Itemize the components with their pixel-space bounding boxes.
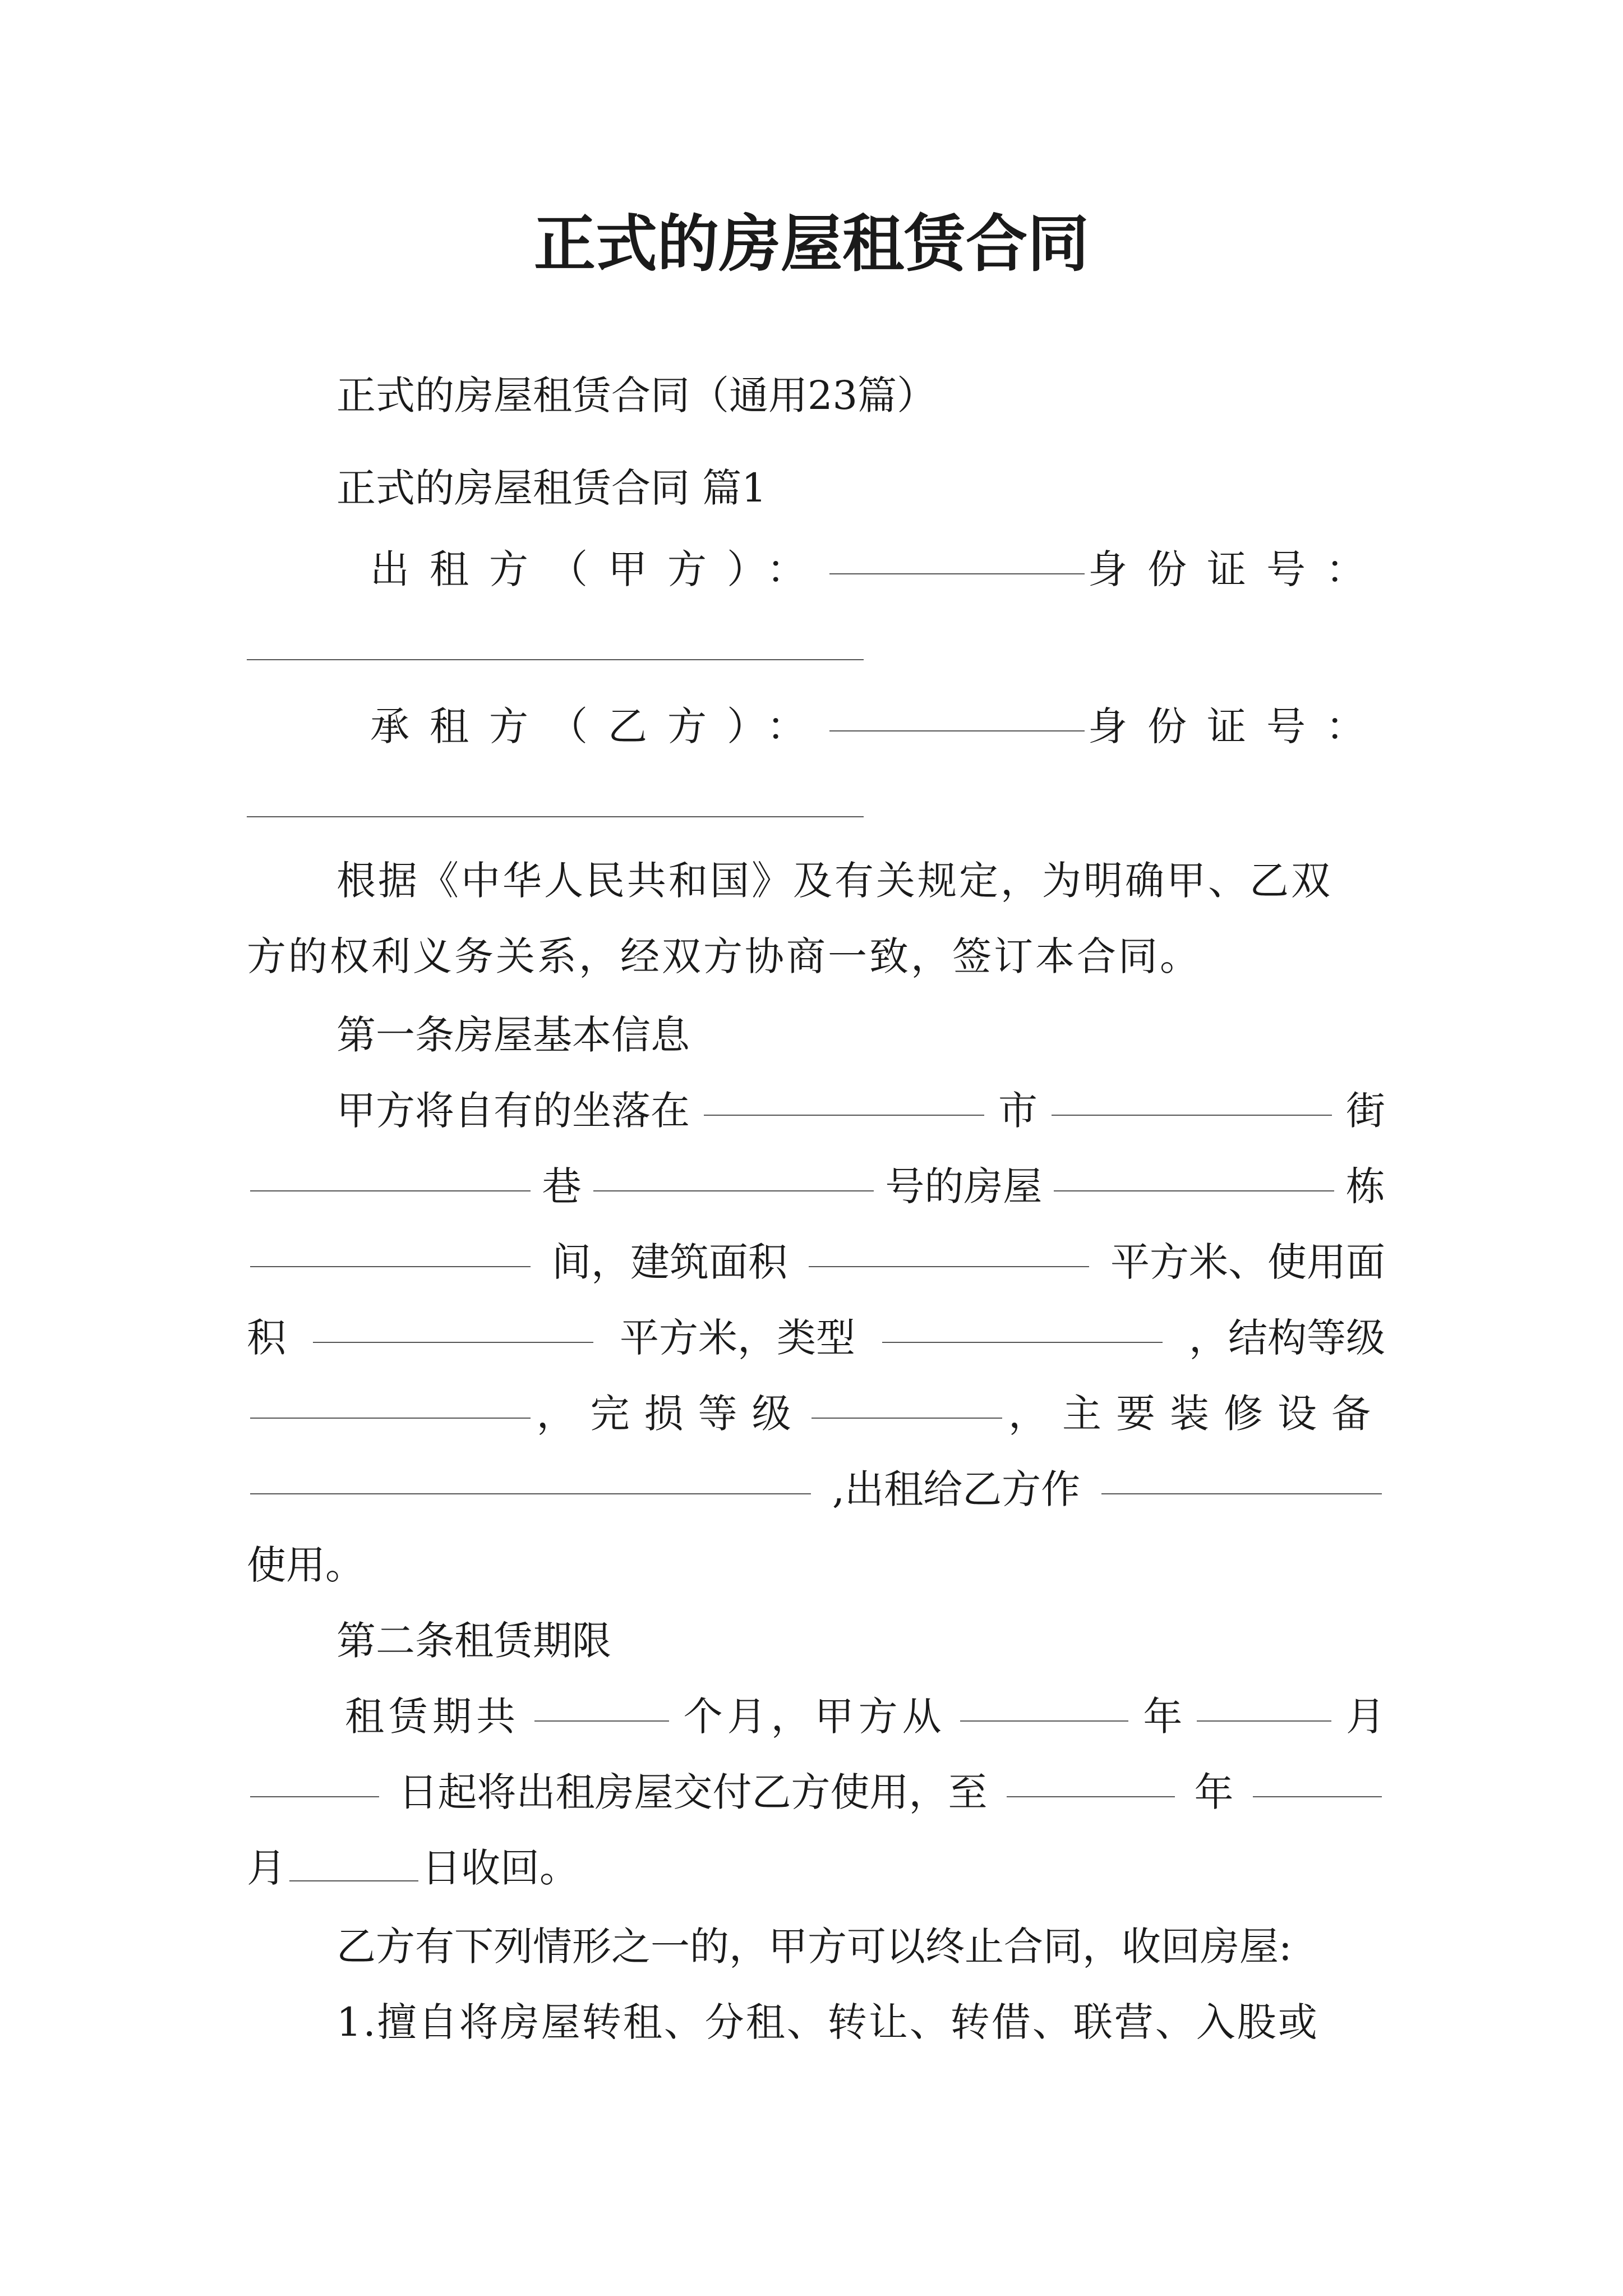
article-2-line-2 — [247, 1761, 1385, 1823]
city-blank — [704, 1080, 984, 1116]
start-day-text: 日起将出租房屋交付乙方使用，至 — [398, 1769, 988, 1815]
lessor-id-blank — [247, 659, 864, 660]
type-blank — [882, 1307, 1163, 1343]
part-heading: 正式的房屋租赁合同 篇1 — [336, 465, 767, 511]
lease-total-text: 租赁期共 — [345, 1694, 520, 1740]
start-month-text: 月 — [1345, 1694, 1385, 1740]
termination-intro: 乙方有下列情形之一的，甲方可以终止合同，收回房屋: — [336, 1924, 1292, 1970]
house-number-text: 号的房屋 — [885, 1163, 1043, 1209]
type-text: 平方米，类型 — [620, 1315, 855, 1361]
lessor-label: 出租方（甲方）： — [370, 546, 826, 592]
damage-grade-blank — [811, 1383, 1002, 1419]
article-2-line-1 — [345, 1686, 1385, 1747]
street-blank — [1052, 1080, 1332, 1116]
lessee-label: 承租方（乙方）： — [370, 703, 826, 749]
usable-area-text: 平方米、使用面 — [1110, 1239, 1385, 1285]
document-subtitle: 正式的房屋租赁合同（通用23篇） — [336, 372, 937, 418]
end-day-blank — [289, 1846, 418, 1881]
lessor-name-blank — [829, 539, 1085, 574]
damage-grade-text: ，完损等级 — [536, 1391, 806, 1437]
preamble-line-1: 根据《中华人民共和国》及有关规定，为明确甲、乙双 — [336, 858, 1332, 904]
start-year-blank — [960, 1686, 1128, 1722]
article-2-line-3 — [247, 1837, 1385, 1899]
street-text: 街 — [1346, 1088, 1385, 1134]
location-text: 甲方将自有的坐落在 — [336, 1088, 690, 1134]
start-month-blank — [1197, 1686, 1331, 1722]
rent-use-text: ,出租给乙方作 — [832, 1466, 1081, 1512]
building-text: 栋 — [1345, 1163, 1385, 1209]
end-month-text: 月 — [247, 1845, 286, 1891]
decoration-text: ，主要装修设备 — [1008, 1391, 1385, 1437]
structure-grade-text: ，结构等级 — [1189, 1315, 1385, 1361]
end-month-blank — [1253, 1761, 1382, 1797]
article-1-line-4 — [247, 1307, 1385, 1369]
lane-text: 巷 — [542, 1163, 582, 1209]
article-1-line-5 — [247, 1383, 1385, 1444]
preamble-line-2: 方的权利义务关系，经双方协商一致，签订本合同。 — [247, 933, 1201, 979]
article-1-line-2 — [247, 1156, 1385, 1217]
end-year-text: 年 — [1194, 1769, 1234, 1815]
decoration-blank — [250, 1458, 811, 1494]
article-1-line-3 — [247, 1231, 1385, 1293]
lessor-line — [370, 539, 1385, 600]
article-2-heading: 第二条租赁期限 — [336, 1618, 611, 1664]
article-1-line-6 — [247, 1458, 1385, 1520]
article-1-heading: 第一条房屋基本信息 — [336, 1012, 690, 1058]
building-blank — [1054, 1156, 1334, 1191]
lessor-id-label: 身份证号： — [1088, 546, 1385, 592]
article-1-line-7: 使用。 — [247, 1542, 365, 1588]
usable-area-blank — [313, 1307, 593, 1343]
house-number-blank — [593, 1156, 874, 1191]
end-day-text: 日收回。 — [422, 1845, 579, 1891]
room-blank — [250, 1231, 531, 1267]
document-title: 正式的房屋租赁合同 — [534, 208, 1089, 280]
lane-blank — [250, 1156, 531, 1191]
start-year-text: 年 — [1143, 1694, 1183, 1740]
termination-item-1: 1.擅自将房屋转租、分租、转让、转借、联营、入股或 — [336, 1999, 1319, 2045]
lessee-name-blank — [829, 696, 1085, 731]
city-text: 市 — [998, 1088, 1038, 1134]
floor-area-blank — [809, 1231, 1089, 1267]
lease-months-text: 个月，甲方从 — [683, 1694, 946, 1740]
article-1-line-1 — [336, 1080, 1385, 1142]
end-year-blank — [1007, 1761, 1175, 1797]
room-text: 间，建筑面积 — [552, 1239, 787, 1285]
lessee-line — [370, 696, 1385, 757]
lessee-id-label: 身份证号： — [1088, 703, 1385, 749]
lease-months-blank — [534, 1686, 669, 1722]
start-day-blank — [250, 1761, 379, 1797]
area-char-text: 积 — [247, 1315, 286, 1361]
use-purpose-blank — [1101, 1458, 1382, 1494]
structure-grade-blank — [250, 1383, 531, 1419]
lessee-id-blank — [247, 816, 864, 817]
